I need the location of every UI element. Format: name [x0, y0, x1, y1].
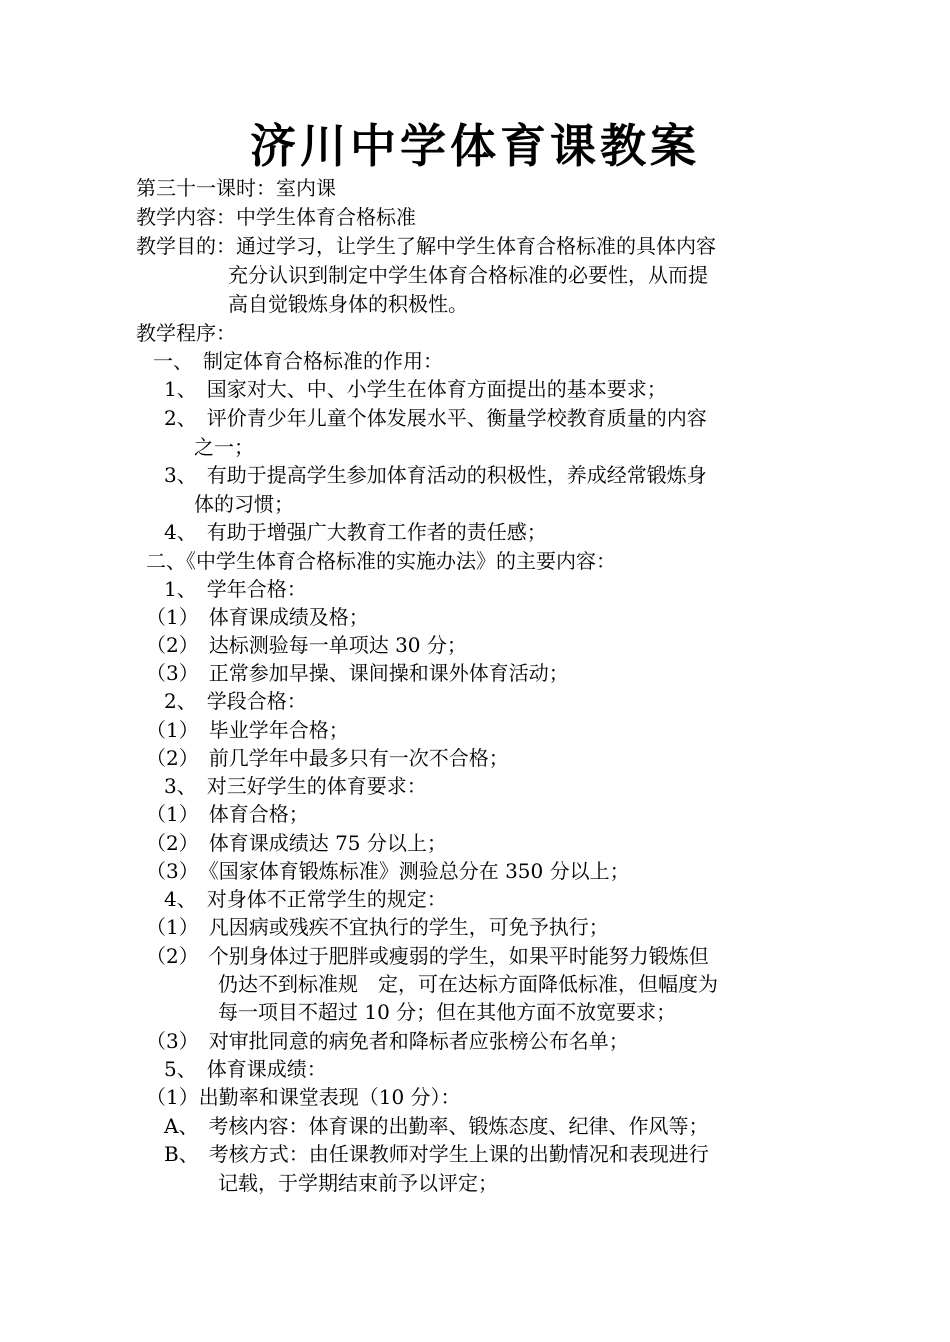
goal-line-2: 充分认识到制定中学生体育合格标准的必要性，从而提: [228, 263, 708, 287]
section2-item-2-2: （2） 前几学年中最多只有一次不合格；: [146, 746, 509, 770]
section2-item-5-a: A、 考核内容：体育课的出勤率、锻炼态度、纪律、作风等；: [164, 1114, 709, 1138]
section2-item-4-1: （1） 凡因病或残疾不宜执行的学生，可免予执行；: [146, 915, 609, 939]
section2-item-4-2-cont-1: 仍达不到标准规 定，可在达标方面降低标准，但幅度为: [218, 972, 718, 996]
section2-item-5-b-cont: 记载，于学期结束前予以评定；: [218, 1171, 498, 1195]
section2-item-4-2: （2） 个别身体过于肥胖或瘦弱的学生，如果平时能努力锻炼但: [146, 944, 709, 968]
section2-item-1: 1、 学年合格：: [164, 577, 307, 601]
section2-item-3-2: （2） 体育课成绩达 75 分以上；: [146, 831, 447, 855]
section2-item-4-3: （3） 对审批同意的病免者和降标者应张榜公布名单；: [146, 1029, 629, 1053]
section2-item-1-1: （1） 体育课成绩及格；: [146, 605, 369, 629]
section2-item-3-1: （1） 体育合格；: [146, 802, 309, 826]
section1-item-3: 3、 有助于提高学生参加体育活动的积极性，养成经常锻炼身: [164, 463, 707, 487]
section1-item-4: 4、 有助于增强广大教育工作者的责任感；: [164, 520, 547, 544]
section2-item-3: 3、 对三好学生的体育要求：: [164, 774, 427, 798]
section1-item-1: 1、 国家对大、中、小学生在体育方面提出的基本要求；: [164, 377, 667, 401]
section2-item-5-1: （1）出勤率和课堂表现（10 分）：: [146, 1085, 461, 1109]
section1-item-2-cont: 之一；: [194, 435, 254, 459]
content-line: 教学内容：中学生体育合格标准: [136, 205, 416, 229]
lesson-line: 第三十一课时：室内课: [136, 176, 336, 200]
section2-item-2: 2、 学段合格：: [164, 689, 307, 713]
section2-item-4-2-cont-2: 每一项目不超过 10 分；但在其他方面不放宽要求；: [218, 1000, 677, 1024]
section2-item-2-1: （1） 毕业学年合格；: [146, 718, 349, 742]
goal-line-3: 高自觉锻炼身体的积极性。: [228, 292, 468, 316]
section1-item-2: 2、 评价青少年儿童个体发展水平、衡量学校教育质量的内容: [164, 406, 707, 430]
goal-line-1: 教学目的：通过学习，让学生了解中学生体育合格标准的具体内容: [136, 234, 716, 258]
section2-item-4: 4、 对身体不正常学生的规定：: [164, 887, 447, 911]
procedure-label: 教学程序：: [136, 321, 236, 345]
section1-heading: 一、 制定体育合格标准的作用：: [153, 349, 443, 373]
section2-item-3-3: （3） 《国家体育锻炼标准》测验总分在 350 分以上；: [146, 859, 630, 883]
section2-item-1-2: （2） 达标测验每一单项达 30 分；: [146, 633, 467, 657]
section2-heading: 二、《中学生体育合格标准的实施办法》的主要内容：: [146, 549, 616, 573]
document-title: 济川中学体育课教案: [250, 119, 700, 173]
section2-item-5-b: B、 考核方式：由任课教师对学生上课的出勤情况和表现进行: [164, 1142, 709, 1166]
section2-item-1-3: （3） 正常参加早操、课间操和课外体育活动；: [146, 661, 569, 685]
section1-item-3-cont: 体的习惯；: [194, 492, 294, 516]
section2-item-5: 5、 体育课成绩：: [164, 1057, 327, 1081]
